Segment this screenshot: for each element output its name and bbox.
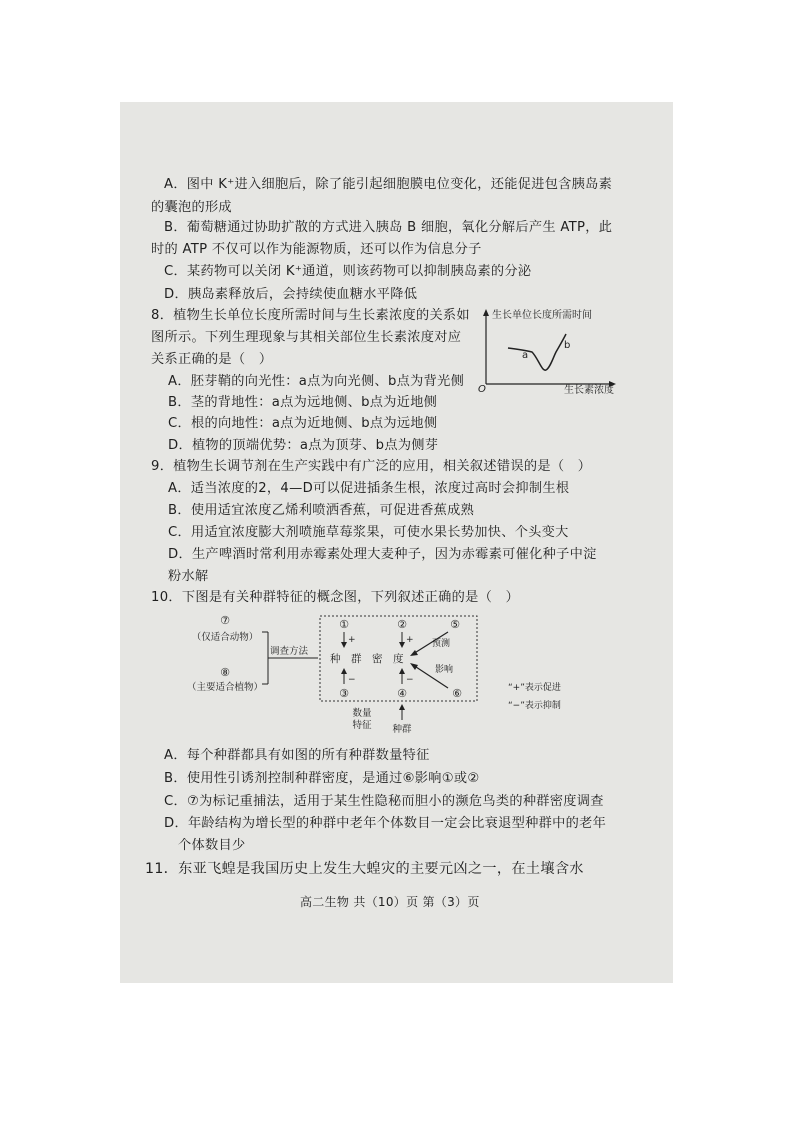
q9-option-c: C．用适宜浓度膨大剂喷施草莓浆果，可使水果长势加快、个头变大 [168, 525, 569, 540]
arrow-5-head [410, 650, 418, 656]
q7-option-b-line2: 时的 ATP 不仅可以作为能源物质，还可以作为信息分子 [151, 242, 482, 257]
q10-option-d-line1: D．年龄结构为增长型的种群中老年个体数目一定会比衰退型种群中的老年 [164, 816, 607, 831]
node-6: ⑥ [452, 687, 462, 700]
q8-stem-line2: 图所示。下列生理现象与其相关部位生长素浓度对应 [151, 330, 462, 345]
q8-option-d: D．植物的顶端优势：a点为顶芽、b点为侧芽 [168, 438, 439, 453]
q8-stem-line1: 8．植物生长单位长度所需时间与生长素浓度的关系如 [151, 308, 470, 323]
node-8: ⑧ [220, 666, 230, 679]
q10-option-d-line2: 个体数目少 [178, 838, 246, 853]
population-density-label: 种 群 密 度 [330, 653, 404, 665]
node-8-note: （主要适合植物） [186, 682, 264, 693]
q7-option-a-line2: 的囊泡的形成 [151, 200, 232, 215]
page-footer: 高二生物 共（10）页 第（3）页 [300, 895, 480, 909]
plus-sign-2: + [406, 635, 414, 645]
legend-plus: “+”表示促进 [508, 683, 561, 693]
population-concept-diagram [180, 608, 580, 738]
node-4: ④ [397, 687, 407, 700]
graph-ylabel: 生长单位长度所需时间 [492, 310, 592, 321]
q10-stem: 10．下图是有关种群特征的概念图，下列叙述正确的是（ ） [151, 590, 520, 605]
arrow-2-head [399, 642, 405, 648]
graph-xlabel: 生长素浓度 [564, 385, 614, 396]
q11-stem: 11．东亚飞蝗是我国历史上发生大蝗灾的主要元凶之一，在土壤含水 [145, 861, 584, 877]
q8-growth-graph [470, 300, 630, 400]
q8-option-a: A．胚芽鞘的向光性：a点为向光侧、b点为背光侧 [168, 374, 465, 389]
graph-point-b: b [564, 340, 571, 351]
q7-option-b-line1: B．葡萄糖通过协助扩散的方式进入胰岛 B 细胞，氧化分解后产生 ATP，此 [164, 220, 613, 235]
influence-label: 影响 [435, 665, 454, 675]
arrow-4-head [399, 668, 405, 674]
y-axis-arrow [483, 309, 489, 316]
survey-method-label: 调查方法 [270, 646, 309, 657]
growth-curve [508, 334, 566, 370]
q8-option-b: B．茎的背地性：a点为远地侧、b点为近地侧 [168, 395, 438, 410]
q8-stem-line3: 关系正确的是（ ） [151, 352, 273, 367]
q10-option-b: B．使用性引诱剂控制种群密度，是通过⑥影响①或② [164, 771, 480, 786]
arrow-6-head [410, 663, 418, 670]
quantity-label-line2: 特征 [352, 720, 372, 731]
q9-stem: 9．植物生长调节剂在生产实践中有广泛的应用，相关叙述错误的是（ ） [151, 459, 592, 474]
plus-sign-1: + [348, 635, 356, 645]
legend-minus: “−”表示抑制 [508, 701, 561, 711]
minus-sign-1: − [348, 675, 356, 685]
arrow-1-head [341, 642, 347, 648]
population-label: 种群 [392, 724, 412, 735]
q8-option-c: C．根的向地性：a点为近地侧、b点为远地侧 [168, 416, 438, 431]
q7-option-c: C．某药物可以关闭 K⁺通道，则该药物可以抑制胰岛素的分泌 [164, 264, 532, 279]
q10-option-c: C．⑦为标记重捕法，适用于某生性隐秘而胆小的濒危鸟类的种群密度调查 [164, 794, 604, 809]
node-7-note: （仅适合动物） [191, 632, 259, 643]
arrow-3-head [341, 668, 347, 674]
q7-option-a-line1: A．图中 K⁺进入细胞后，除了能引起细胞膜电位变化，还能促进包含胰岛素 [164, 177, 613, 192]
q10-option-a: A．每个种群都具有如图的所有种群数量特征 [164, 748, 430, 763]
minus-sign-2: − [406, 675, 414, 685]
q9-option-d-line1: D．生产啤酒时常利用赤霉素处理大麦种子，因为赤霉素可催化种子中淀 [168, 547, 597, 562]
q9-option-d-line2: 粉水解 [168, 569, 209, 584]
q9-option-a: A．适当浓度的2，4—D可以促进插条生根，浓度过高时会抑制生根 [168, 481, 570, 496]
node-5: ⑤ [450, 618, 460, 631]
quantity-label-line1: 数量 [352, 708, 372, 719]
graph-point-a: a [522, 350, 529, 361]
graph-origin: O [478, 384, 486, 395]
node-3: ③ [339, 687, 349, 700]
population-arrow-head [399, 704, 405, 710]
predict-label: 预测 [432, 639, 451, 649]
node-7: ⑦ [220, 614, 230, 627]
q9-option-b: B．使用适宜浓度乙烯利喷洒香蕉，可促进香蕉成熟 [168, 503, 475, 518]
node-1: ① [339, 618, 349, 631]
q7-option-d: D．胰岛素释放后，会持续使血糖水平降低 [164, 287, 418, 302]
node-2: ② [397, 618, 407, 631]
